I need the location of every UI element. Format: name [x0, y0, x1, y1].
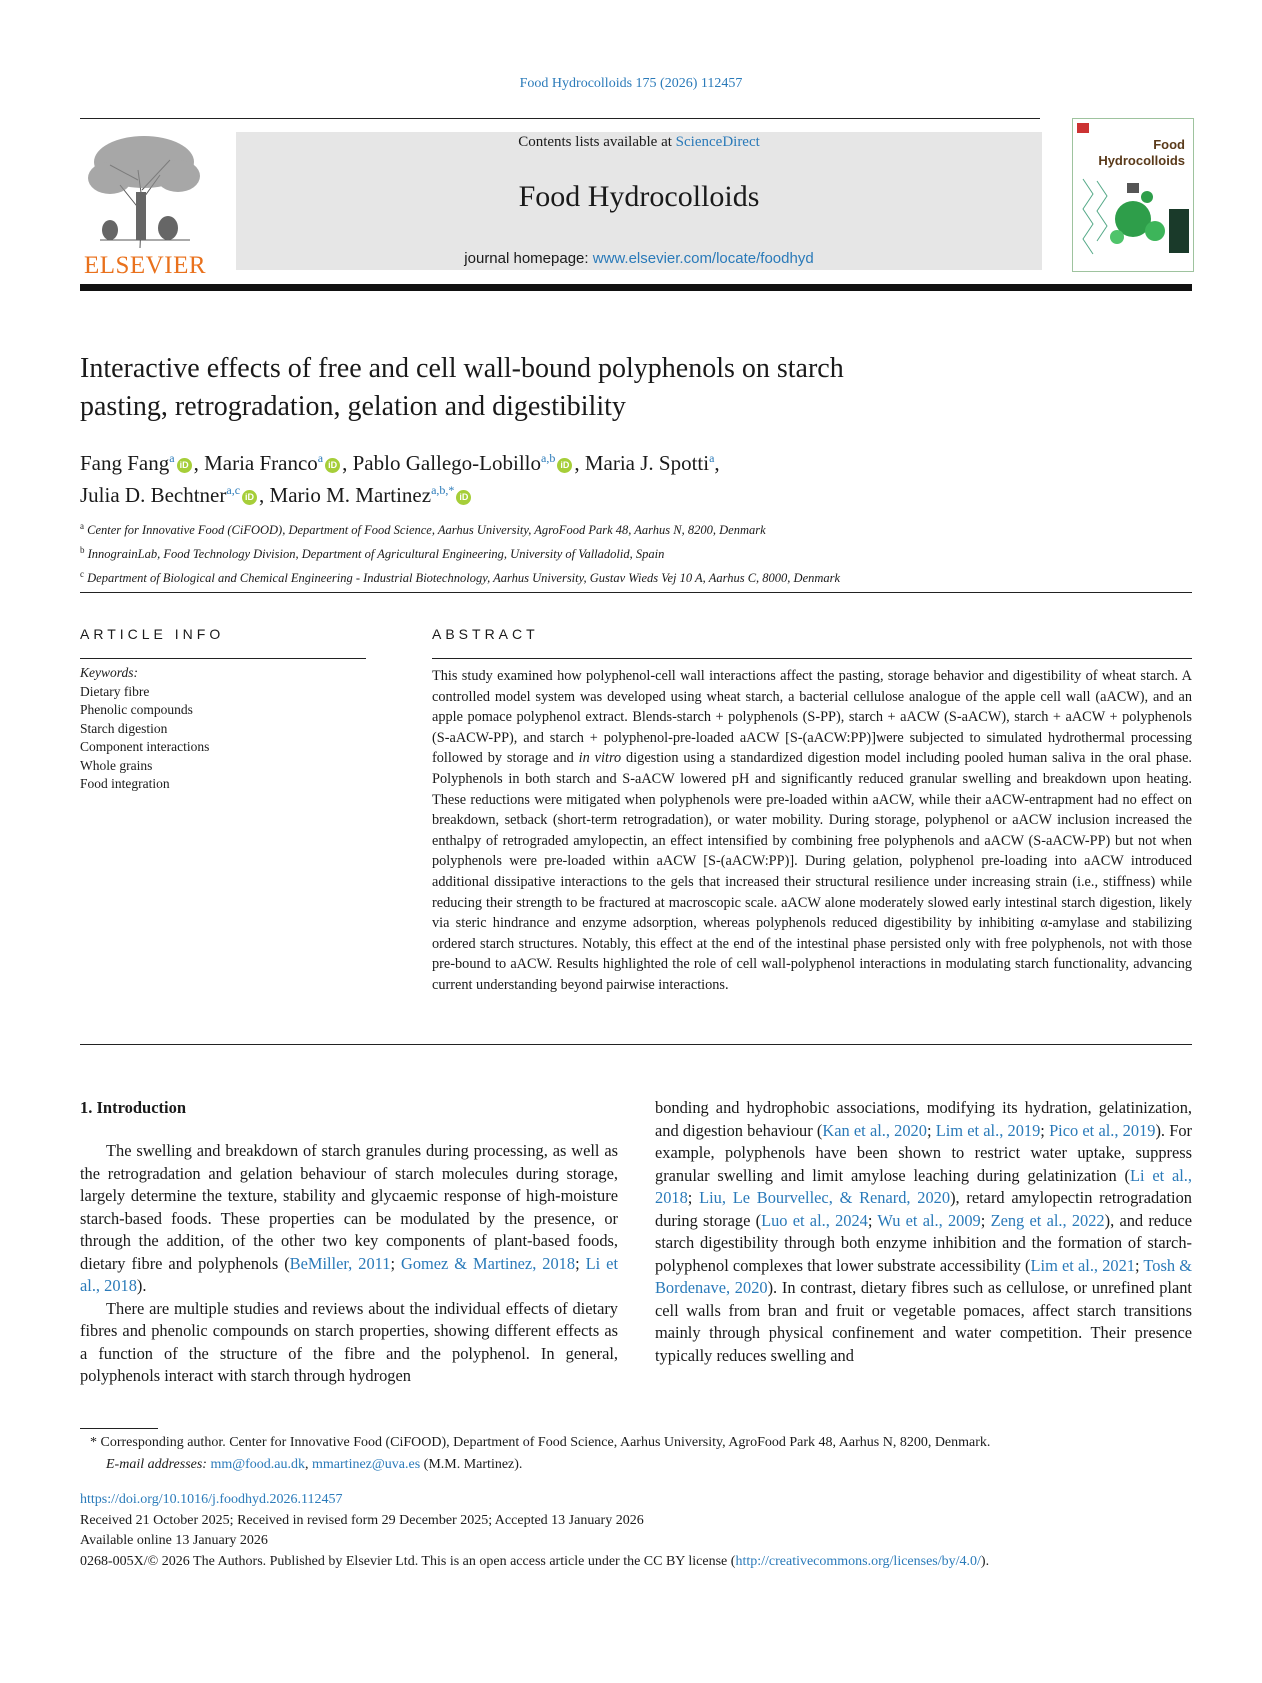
author-list: Fang Fang$^a$ iD , Maria Franco$^a$ iD , Pablo Gallego-Lobillo$^{a,b}$ iD , Maria J. Spotti$^a$, Julia D. Bechtner$^{a,c}$ iD , Mario M. Martinez$^{a,b,*}$ iD	[80, 451, 720, 507]
abstract-italic: in vitro	[578, 750, 622, 767]
intro-r-text: bonding and hydrophobic associations, modifying its hydration, gelatinization, and digestion behaviour (	[655, 1098, 1192, 1140]
author-name[interactable]: Maria Franco	[204, 451, 318, 475]
email-label: E-mail addresses:	[106, 1457, 207, 1472]
affiliation-item	[80, 516, 1180, 540]
author-affiliation-sup[interactable]: a,b,*	[431, 483, 455, 497]
citation-link[interactable]: Gomez & Martinez, 2018	[400, 1253, 576, 1273]
author-affiliation-sup[interactable]: a	[169, 451, 175, 465]
author-affiliation-sup[interactable]: a,b	[541, 451, 556, 465]
affiliations	[80, 516, 1180, 588]
article-info-heading: ARTICLE INFO	[80, 626, 225, 642]
intro-p1-text: The swelling and breakdown of starch granules during processing, as well as the retrogradation and gelation behaviour of starch molecules during storage, largely determine the texture, stability and glycaemic response of high-moisture starch-based foods. These properties can be modulated by the presence, or through the addition, of the other two key components of plant-based foods, dietary fibre and polyphenols (	[80, 1141, 618, 1273]
abstract-rule	[432, 658, 1192, 659]
journal-title: Food Hydrocolloids	[518, 180, 760, 213]
section-rule	[80, 592, 1192, 593]
email-link[interactable]: mm@food.au.dk	[210, 1457, 306, 1472]
homepage-link[interactable]: www.elsevier.com/locate/foodhyd	[592, 250, 814, 267]
corresponding-author-line: * Corresponding author. Center for Innovative Food (CiFOOD), Department of Food Science, Aarhus University, AgroFood Park 48, Aarhus N, 8200, Denmark.	[90, 1435, 991, 1450]
introduction-heading: 1. Introduction	[80, 1098, 187, 1117]
keywords-block	[80, 664, 366, 794]
affiliation-item	[80, 564, 1180, 588]
contents-prefix: Contents lists available at	[518, 134, 676, 150]
license-suffix: ).	[980, 1553, 990, 1569]
author-name[interactable]: Maria J. Spotti	[584, 451, 710, 475]
contents-line	[236, 134, 1042, 151]
author-affiliation-sup[interactable]: a	[709, 451, 715, 465]
title-line-1: Interactive effects of free and cell wall-bound polyphenols on starch	[80, 353, 844, 384]
citation-link[interactable]: Tosh & Bordenave, 2020	[655, 1255, 1192, 1297]
citation-link[interactable]: BeMiller, 2011	[289, 1253, 391, 1273]
article-info-rule	[80, 658, 366, 659]
intro-r-text: ). In contrast, dietary fibres such as cellulose, or unrefined plant cell walls from bran and fruit or vegetable pomaces, affect starch transitions mainly through physical confinement and water competition. Their presence typically reduces swelling and	[655, 1278, 1192, 1365]
citation-link[interactable]: Lim et al., 2019	[935, 1120, 1041, 1140]
orcid-icon[interactable]: iD	[325, 458, 340, 473]
email-link[interactable]: mmartinez@uva.es	[312, 1457, 421, 1472]
orcid-icon[interactable]: iD	[456, 490, 471, 505]
publication-info	[80, 1490, 1192, 1572]
keyword-item: Dietary fibre	[80, 683, 150, 699]
affiliation-text: Center for Innovative Food (CiFOOD), Department of Food Science, Aarhus University, AgroFood Park 48, Aarhus N, 8200, Denmark	[87, 523, 766, 538]
abstract-heading: ABSTRACT	[432, 626, 539, 642]
intro-r-text: ), retard amylopectin retrogradation during storage (	[655, 1188, 1192, 1230]
keywords-label: Keywords:	[80, 665, 138, 680]
author-name[interactable]: Julia D. Bechtner	[80, 483, 227, 507]
keyword-item: Phenolic compounds	[80, 702, 193, 717]
intro-r-text: ), and reduce starch digestibility through both enzyme inhibition and the formation of starch-polyphenol complexes that lower substrate accessibility (	[655, 1210, 1193, 1275]
intro-right-column	[655, 1097, 1192, 1367]
intro-paragraph-2-cont: bonding and hydrophobic associations, modifying its hydration, gelatinization, and digestion behaviour (Kan et al., 2020; Lim et al., 2019; Pico et al., 2019). For example, polyphenols have been shown to restrict water uptake, suppress granular swelling and limit amylose leaching during gelatinization (Li et al., 2018; Liu, Le Bourvellec, & Renard, 2020), retard amylopectin retrogradation during storage (Luo et al., 2024; Wu et al., 2009; Zeng et al., 2022), and reduce starch digestibility through both enzyme inhibition and the formation of starch-polyphenol complexes that lower substrate accessibility (Lim et al., 2021; Tosh & Bordenave, 2020). In contrast, dietary fibres such as cellulose, or unrefined plant cell walls from bran and fruit or vegetable pomaces, affect starch transitions mainly through physical confinement and water competition. Their presence typically reduces swelling and	[655, 1098, 1193, 1365]
footnote-rule	[80, 1428, 158, 1429]
affiliation-sup: c	[80, 569, 84, 580]
keyword-item: Whole grains	[80, 757, 153, 773]
keyword-item: Starch digestion	[80, 720, 168, 736]
email-suffix: (M.M. Martinez).	[420, 1457, 523, 1472]
abstract-part-2: digestion using a standardized digestion model including pooled human saliva in the oral phase. Polyphenols in both starch and S-aACW lowered pH and significantly reduced granular swelling and breakdown upon heating. These reductions were mitigated when polyphenols were pre-loaded within aACW, while their aACW-entrapment had no effect on breakdown, setback (short-term retrogradation), or water mobility. During storage, polyphenol or aACW inclusion increased the enthalpy of retrograded amylopectin, an effect intensified by combining free polyphenols and aACW (S-aACW-PP) but not when polyphenols were pre-loaded within aACW [S-(aACW:PP)]. During gelation, polyphenol pre-loading into aACW introduced additional dissipative interactions to the gels that increased their structural resilience under increasing strain (i.e., stiffness) while reducing their strength to be fractured at macroscopic scale. aACW alone moderately slowed early intestinal starch digestion, likely via steric hindrance and enzyme adsorption, whereas polyphenols reduced digestibility by inhibiting α-amylase and stabilizing ordered starch structures. Notably, this effect at the end of the intestinal phase persisted only with free polyphenols, not with those pre-bound to aACW. Results highlighted the role of cell wall-polyphenol interactions in modulating starch functionality, advancing current understanding beyond pairwise interactions.	[432, 750, 1193, 993]
top-rule	[80, 118, 1040, 119]
doi-link[interactable]: https://doi.org/10.1016/j.foodhyd.2026.112457	[80, 1492, 343, 1507]
affiliation-text: InnograinLab, Food Technology Division, Department of Agricultural Engineering, University of Valladolid, Spain	[87, 547, 665, 562]
orcid-icon[interactable]: iD	[557, 458, 572, 473]
author-name[interactable]: Fang Fang	[80, 451, 170, 475]
sciencedirect-link[interactable]: ScienceDirect	[675, 134, 760, 150]
citation-link[interactable]: Li et al., 2018	[655, 1165, 1192, 1207]
journal-cover-thumbnail[interactable]	[1072, 118, 1194, 272]
citation-link[interactable]: Zeng et al., 2022	[990, 1210, 1105, 1230]
author-name[interactable]: Pablo Gallego-Lobillo	[352, 451, 542, 475]
cover-title-line1: Food	[1153, 137, 1185, 152]
affiliation-sup: a	[80, 521, 84, 531]
elsevier-wordmark: ELSEVIER	[83, 252, 207, 279]
orcid-icon[interactable]: iD	[242, 490, 257, 505]
affiliation-text: Department of Biological and Chemical Engineering - Industrial Biotechnology, Aarhus University, Gustav Wieds Vej 10 A, Aarhus C, 8000, Denmark	[87, 571, 841, 586]
cover-title-line2: Hydrocolloids	[1098, 153, 1185, 168]
citation-link[interactable]: Li et al., 2018	[80, 1253, 619, 1295]
affiliation-item	[80, 540, 1180, 564]
title-line-2: pasting, retrogradation, gelation and digestibility	[80, 391, 626, 422]
homepage-prefix: journal homepage:	[464, 250, 593, 267]
journal-reference[interactable]: Food Hydrocolloids 175 (2026) 112457	[519, 76, 743, 91]
header-thick-rule	[80, 284, 1192, 291]
keyword-item: Food integration	[80, 776, 170, 791]
citation-link[interactable]: Kan et al., 2020	[822, 1120, 927, 1140]
author-affiliation-sup[interactable]: a,c	[226, 483, 241, 497]
citation-link[interactable]: Luo et al., 2024	[761, 1210, 868, 1230]
intro-paragraph-2: There are multiple studies and reviews about the individual effects of dietary fibres and phenolic compounds on starch properties, showing different effects as a function of the structure of the fibre and the polyphenol. In general, polyphenols interact with starch through hydrogen	[80, 1298, 618, 1385]
license-link[interactable]: http://creativecommons.org/licenses/by/4.0/	[735, 1553, 981, 1569]
author-affiliation-sup[interactable]: a	[317, 451, 324, 465]
corresponding-author-footnote: * Corresponding author. Center for Innovative Food (CiFOOD), Department of Food Science, Aarhus University, AgroFood Park 48, Aarhus N, 8200, Denmark. E-mail addresses: mm@food.au.dk, mmartinez@uva.es (M.M. Martinez).	[80, 1432, 1192, 1476]
cover-title	[1098, 137, 1185, 169]
keyword-item: Component interactions	[80, 739, 210, 754]
intro-r-text: ). For example, polyphenols have been shown to restrict water uptake, suppress granular swelling and limit amylose leaching during gelatinization (	[655, 1120, 1192, 1185]
license-text: 0268-005X/© 2026 The Authors. Published by Elsevier Ltd. This is an open access article under the CC BY license (	[80, 1553, 736, 1569]
received-dates: Received 21 October 2025; Received in revised form 29 December 2025; Accepted 13 January 2026	[80, 1512, 644, 1528]
intro-paragraph-1: The swelling and breakdown of starch granules during processing, as well as the retrogradation and gelation behaviour of starch molecules during storage, largely determine the texture, stability and glycaemic response of high-moisture starch-based foods. These properties can be modulated by the presence, or through the addition, of the other two key components of plant-based foods, dietary fibre and polyphenols (BeMiller, 2011; Gomez & Martinez, 2018; Li et al., 2018).	[80, 1141, 619, 1295]
abstract-part-1: This study examined how polyphenol-cell wall interactions affect the pasting, storage behavior and digestibility of wheat starch. A controlled model system was developed using wheat starch, a bacterial cellulose analogue of the apple cell wall (aACW), and an apple pomace polyphenol extract. Blends-starch + polyphenols (S-PP), starch + aACW (S-aACW), starch + aACW + polyphenols (S-aACW-PP), and starch + polyphenol-pre-loaded aACW [S-(aACW:PP)]were subjected to simulated hydrothermal processing followed by storage and	[432, 668, 1192, 767]
citation-link[interactable]: Lim et al., 2021	[1030, 1255, 1135, 1275]
orcid-icon[interactable]: iD	[177, 458, 192, 473]
citation-link[interactable]: Liu, Le Bourvellec, & Renard, 2020	[699, 1188, 951, 1207]
abstract-text	[432, 666, 1192, 996]
article-title	[80, 350, 1180, 426]
author-name[interactable]: Mario M. Martinez	[269, 483, 432, 507]
available-online: Available online 13 January 2026	[80, 1533, 268, 1548]
intro-p1-end: ).	[136, 1276, 147, 1295]
homepage-line	[236, 250, 1042, 267]
citation-link[interactable]: Pico et al., 2019	[1049, 1120, 1156, 1140]
section-rule	[80, 1044, 1192, 1045]
affiliation-sup: b	[80, 545, 85, 556]
intro-left-column	[80, 1140, 618, 1388]
citation-link[interactable]: Wu et al., 2009	[877, 1210, 981, 1230]
